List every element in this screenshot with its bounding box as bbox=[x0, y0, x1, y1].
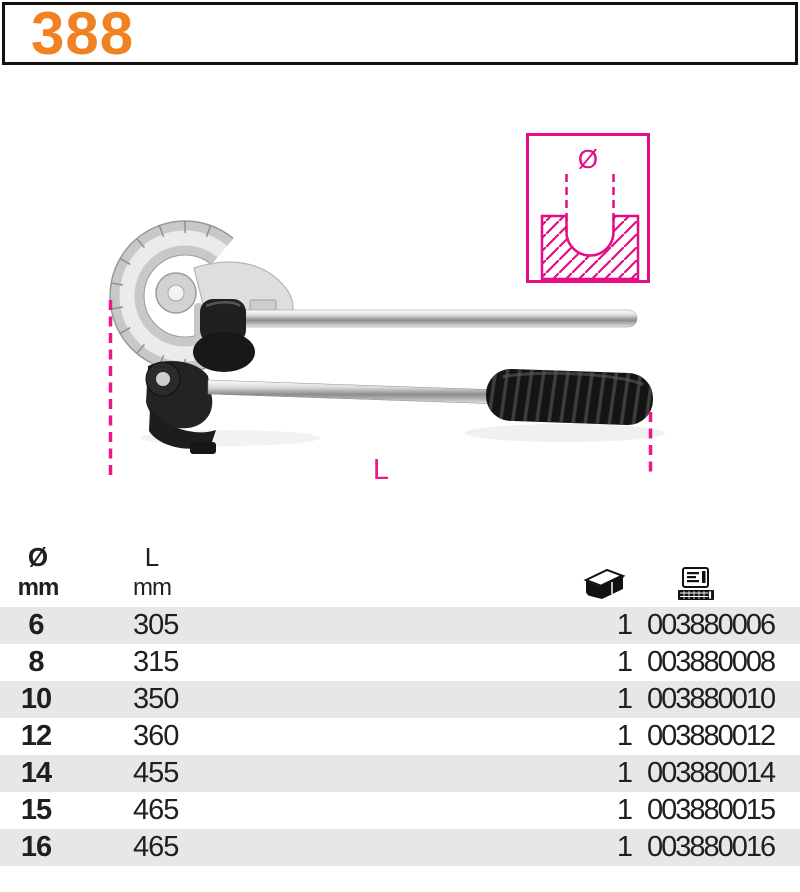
order-code-value: 003880012 bbox=[647, 720, 775, 752]
table-row bbox=[0, 755, 800, 792]
table-row bbox=[0, 681, 800, 718]
header-length-column bbox=[116, 541, 188, 603]
product-code-banner bbox=[2, 2, 798, 65]
diameter-unit: mm bbox=[17, 574, 59, 601]
order-code-value: 003880016 bbox=[647, 831, 775, 863]
spec-table-header bbox=[0, 537, 800, 607]
length-value: 305 bbox=[133, 609, 179, 641]
pack-qty-value: 1 bbox=[616, 831, 632, 863]
diameter-value: 16 bbox=[20, 831, 52, 863]
length-dimension-label: L bbox=[372, 454, 390, 486]
diameter-value: 6 bbox=[28, 609, 44, 641]
diameter-value: 12 bbox=[20, 720, 52, 752]
diameter-value: 8 bbox=[28, 646, 44, 678]
spec-table bbox=[0, 537, 800, 866]
length-value: 350 bbox=[133, 683, 179, 715]
table-row bbox=[0, 607, 800, 644]
table-row bbox=[0, 718, 800, 755]
diagram-diameter-symbol: Ø bbox=[577, 144, 599, 174]
pack-qty-value: 1 bbox=[616, 720, 632, 752]
length-value: 465 bbox=[133, 831, 179, 863]
groove-cross-section-diagram bbox=[528, 135, 649, 282]
product-code: 388 bbox=[31, 0, 135, 67]
diameter-value: 14 bbox=[20, 757, 52, 789]
handle-grip bbox=[485, 368, 654, 426]
length-unit: mm bbox=[133, 574, 171, 601]
lower-rod bbox=[208, 380, 502, 404]
pack-qty-value: 1 bbox=[616, 609, 632, 641]
length-value: 455 bbox=[133, 757, 179, 789]
header-diameter-column bbox=[2, 541, 74, 603]
order-code-value: 003880015 bbox=[647, 794, 775, 826]
diameter-value: 10 bbox=[20, 683, 52, 715]
length-symbol: L bbox=[144, 542, 160, 572]
table-row bbox=[0, 829, 800, 866]
tool-shadow bbox=[140, 424, 665, 446]
order-code-value: 003880008 bbox=[647, 646, 775, 678]
order-code-value: 003880010 bbox=[647, 683, 775, 715]
cash-register-icon bbox=[676, 565, 716, 605]
tube-stop-collar bbox=[193, 299, 255, 372]
length-value: 360 bbox=[133, 720, 179, 752]
pack-qty-value: 1 bbox=[616, 683, 632, 715]
open-box-icon bbox=[582, 565, 626, 605]
pack-qty-value: 1 bbox=[616, 646, 632, 678]
diameter-symbol: Ø bbox=[27, 542, 49, 572]
upper-rod bbox=[204, 310, 637, 327]
order-code-value: 003880006 bbox=[647, 609, 775, 641]
order-code-value: 003880014 bbox=[647, 757, 775, 789]
diameter-value: 15 bbox=[20, 794, 52, 826]
length-value: 465 bbox=[133, 794, 179, 826]
length-value: 315 bbox=[133, 646, 179, 678]
table-row bbox=[0, 644, 800, 681]
pack-qty-value: 1 bbox=[616, 794, 632, 826]
pack-qty-value: 1 bbox=[616, 757, 632, 789]
table-row bbox=[0, 792, 800, 829]
product-figure bbox=[0, 110, 800, 540]
